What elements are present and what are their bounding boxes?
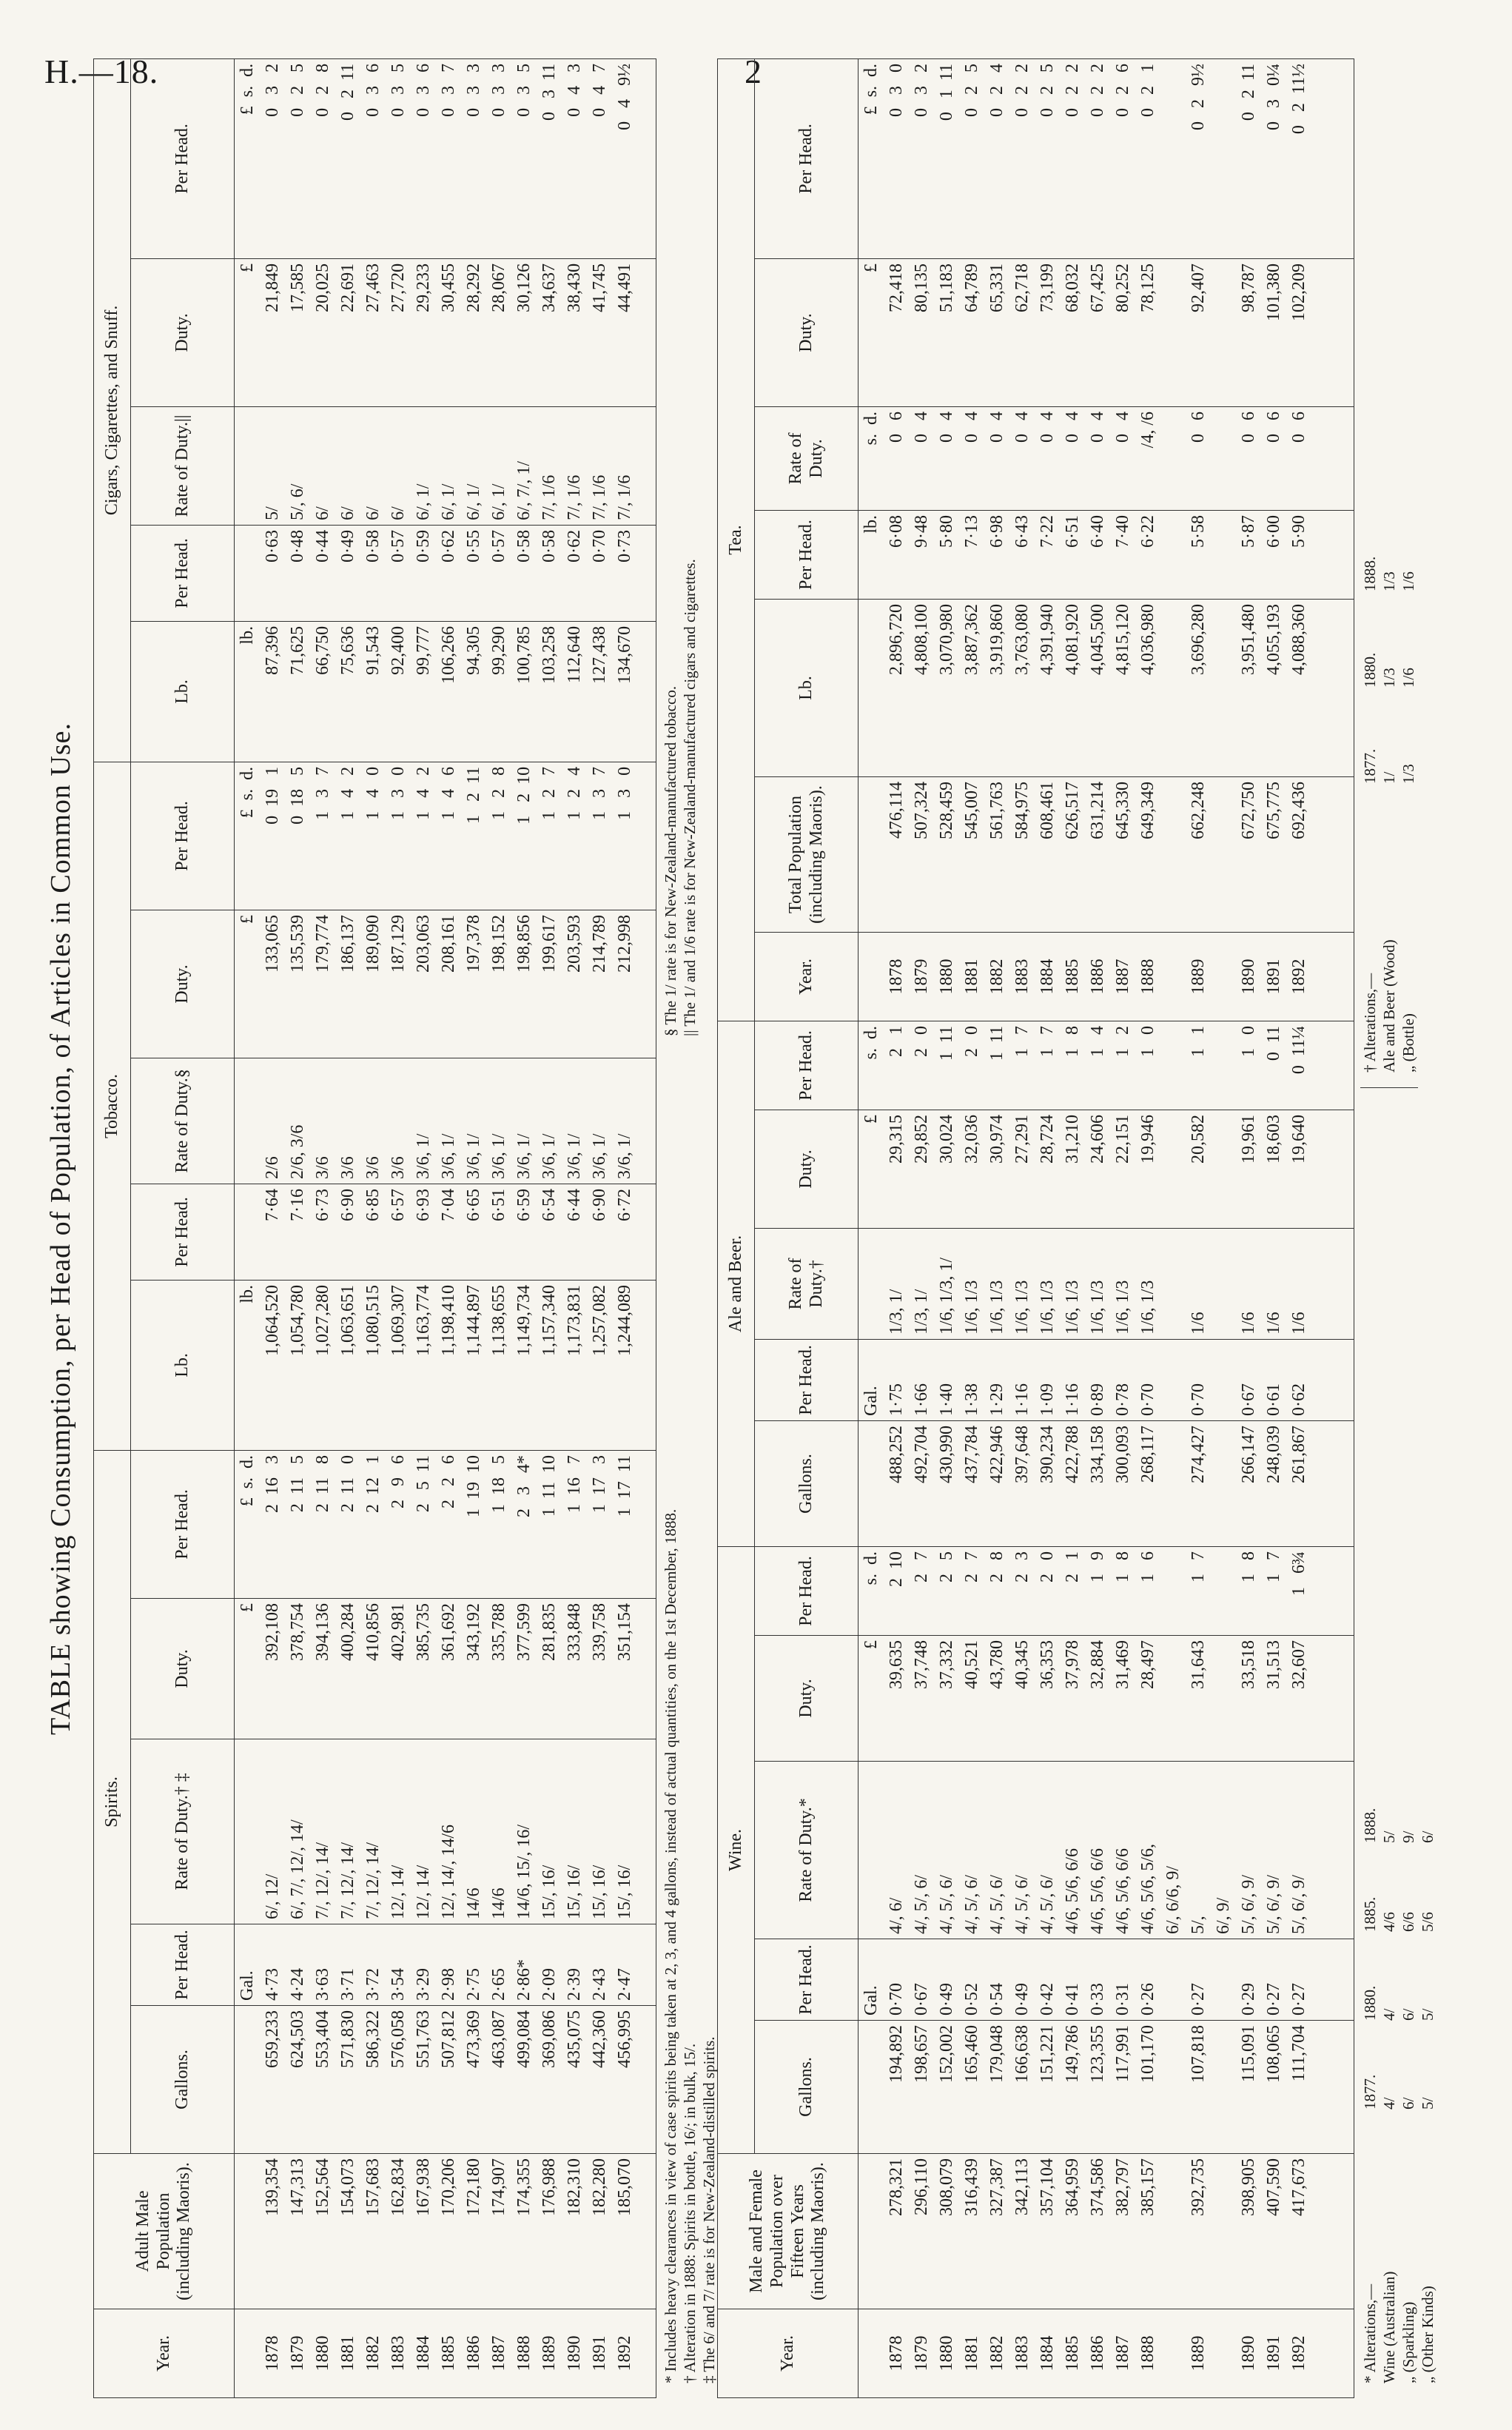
col-ale-per-head-money: Per Head.: [755, 1021, 859, 1110]
col-tobacco-duty: Duty.: [131, 910, 235, 1058]
group-tea: Tea.: [718, 58, 755, 1021]
col-tobacco-per-head: Per Head.: [131, 1184, 235, 1280]
ale-year: 1877.: [1361, 748, 1379, 784]
footnotes-table2: [1360, 59, 1437, 2398]
cells-spirits-rate: 6/, 12/ 6/, 7/, 12/, 14/ 7/, 12/, 14/ 7/, 12/, 14/ 7/, 12/, 14/ 12/, 14/ 12/, 14/ 12/, 14/, 14/6 14/6 14/6 14/6, 15/, 16/ 15/, 16/ 15/, 16/ 15/, 16/ 15/, 16/: [235, 1739, 656, 1924]
cells-cigars-rate: 5/ 5/, 6/ 6/ 6/ 6/ 6/ 6/, 1/ 6/, 1/ 6/, 1/ 6/, 1/ 6/, 7/, 1/ 7/, 1/6 7/, 1/6 7/, 1/6 7/, 1/6: [235, 406, 656, 525]
col-cigars-rate: Rate of Duty.||: [131, 406, 235, 525]
ale-alt-value: 1/: [1380, 771, 1398, 784]
ale-alt-value: 1/3: [1400, 764, 1417, 784]
col-wine-rate: Rate of Duty.*: [755, 1762, 859, 1939]
wine-alt-value: 5/: [1380, 1830, 1398, 1843]
wine-alt-value: 4/: [1380, 2097, 1398, 2110]
ale-year: 1888.: [1361, 556, 1379, 591]
col-spirits-gallons: Gallons.: [131, 2006, 235, 2154]
wine-alt-value: 9/: [1400, 1830, 1417, 1843]
footnotes-table1: [661, 59, 718, 2398]
col-wine-per-head-money: Per Head.: [755, 1546, 859, 1635]
wine-alt-value: 4/6: [1380, 1912, 1398, 1932]
cells-tea-lb: 2,896,720 4,808,100 3,070,980 3,887,362 3,919,860 3,763,080 4,391,940 4,081,920 4,045,500 4,815,120 4,036,980 3,696,280 3,951,480 4,055,193 4,088,360: [859, 599, 1354, 776]
cells-tea-per-head-money: £ s. d. 0 3 0 0 3 2 0 1 11 0 2 5 0 2 4 0 2 2 0 2 5 0 2 2 0 2 2 0 2 6 0 2 1 0 2 9½ 0 2 11 0 3 0¼ 0 2 11½: [859, 58, 1354, 258]
col-ale-rate: Rate of Duty.†: [755, 1228, 859, 1339]
cells-tobacco-duty: £ 133,065 135,539 179,774 186,137 189,090 187,129 203,063 208,161 197,378 198,152 198,856 199,617 203,593 214,789 212,998: [235, 910, 656, 1058]
cells-wine-per-head: Gal. 0·70 0·67 0·49 0·52 0·54 0·49 0·42 0·41 0·33 0·31 0·26 0·27 0·29 0·27 0·27: [859, 1939, 1354, 2021]
cells-tea-rate: s. d. 0 6 0 4 0 4 0 4 0 4 0 4 0 4 0 4 0 4 0 4 /4, /6 0 6 0 6 0 6 0 6: [859, 406, 1354, 510]
col-tobacco-rate: Rate of Duty.§: [131, 1058, 235, 1184]
cells-tobacco-lb: lb. 1,064,520 1,054,780 1,027,280 1,063,651 1,080,515 1,069,307 1,163,774 1,198,410 1,144,897 1,138,655 1,149,734 1,157,340 1,173,831 1,257,082 1,244,089: [235, 1280, 656, 1450]
group-tobacco: Tobacco.: [94, 762, 131, 1450]
col-ale-per-head: Per Head.: [755, 1339, 859, 1420]
col-tobacco-lb: Lb.: [131, 1280, 235, 1450]
col-spirits-duty: Duty.: [131, 1599, 235, 1739]
ale-alt-label: „ (Bottle): [1400, 1013, 1417, 1073]
group-wine: Wine.: [718, 1546, 755, 2153]
cells-spirits-gallons: 659,233 624,503 553,404 571,830 586,322 576,058 551,763 507,812 473,369 463,087 499,084 369,086 435,075 442,360 456,995: [235, 2006, 656, 2154]
wine-alt-value: 6/: [1400, 2008, 1417, 2021]
footnote-dagger: † Alteration in 1888: Spirits in bottle, 16/; in bulk, 15/.: [681, 2043, 699, 2383]
col-cigars-per-head-money: Per Head.: [131, 58, 235, 258]
footnote-section: § The 1/ rate is for New-Zealand-manufactured tobacco.: [662, 685, 679, 1036]
group-cigars: Cigars, Cigarettes, and Snuff.: [94, 58, 131, 762]
wine-alt-value: 6/: [1419, 1830, 1437, 1843]
col2-population-over-fifteen: Male and Female Population over Fifteen Years (including Maoris).: [718, 2154, 859, 2309]
col-spirits-per-head-money: Per Head.: [131, 1450, 235, 1598]
col-adult-male-population: Adult Male Population (including Maoris).: [94, 2154, 235, 2309]
wine-alt-value: 5/: [1419, 2008, 1437, 2021]
cells-cigars-per-head-money: £ s. d. 0 3 2 0 2 5 0 2 8 0 2 11 0 3 6 0 3 5 0 3 6 0 3 7 0 3 3 0 3 3 0 3 5 0 3 11 0 4 3 0 4 7 0 4 9½: [235, 58, 656, 258]
col-tea-per-head: Per Head.: [755, 510, 859, 599]
col-tea-lb: Lb.: [755, 599, 859, 776]
col-spirits-rate: Rate of Duty.† ‡: [131, 1739, 235, 1924]
col-ale-duty: Duty.: [755, 1110, 859, 1228]
cells-wine-rate: 4/, 6/ 4/, 5/, 6/ 4/, 5/, 6/ 4/, 5/, 6/ 4/, 5/, 6/ 4/, 5/, 6/ 4/, 5/, 6/ 4/6, 5/6, 6/6 4/6, 5/6, 6/6 4/6, 5/6, 6/6 4/6, 5/6, 5/6, 6/, 6/6, 9/ 5/, 6/, 9/ 5/, 6/, 9/ 5/, 6/, 9/ 5/, 6/, 9/: [859, 1762, 1354, 1939]
col-tea-rate: Rate of Duty.: [755, 406, 859, 510]
wine-alt-value: 4/: [1380, 2008, 1398, 2021]
col-tobacco-per-head-money: Per Head.: [131, 762, 235, 910]
table-title: TABLE showing Consumption, per Head of Population, of Articles in Common Use.: [45, 722, 76, 1735]
cells-tobacco-per-head: 7·64 7·16 6·73 6·90 6·85 6·57 6·93 7·04 6·65 6·51 6·59 6·54 6·44 6·90 6·72: [235, 1184, 656, 1280]
col-cigars-duty: Duty.: [131, 258, 235, 406]
footnote-star: * Includes heavy clearances in view of case spirits being taken at 2, 3, and 4 gallons, instead of actual quantities, on the 1st December, 1888.: [662, 1508, 679, 2383]
col-wine-gallons: Gallons.: [755, 2021, 859, 2154]
cells-tea-year: 1878 1879 1880 1881 1882 1883 1884 1885 1886 1887 1888 1889 1890 1891 1892: [859, 932, 1354, 1021]
group-ale-beer: Ale and Beer.: [718, 1021, 755, 1546]
col-tea-total-population: Total Population (including Maoris).: [755, 776, 859, 932]
col-tea-duty: Duty.: [755, 258, 859, 406]
cells-spirits-per-head-money: £ s. d. 2 16 3 2 11 5 2 11 8 2 11 0 2 12 1 2 9 6 2 5 11 2 2 6 1 19 10 1 18 5 2 3 4* 1 11 10 1 16 7 1 17 3 1 17 11: [235, 1450, 656, 1598]
ale-alterations: [1360, 51, 1418, 1088]
cells-ale-gallons: 488,252 492,704 430,990 437,784 422,946 397,648 390,234 422,788 334,158 300,093 268,117 274,427 266,147 248,039 261,867: [859, 1420, 1354, 1546]
wine-alt-label: „ (Other Kinds): [1419, 2286, 1437, 2383]
col-cigars-per-head: Per Head.: [131, 525, 235, 621]
cells-adult-male-population: 139,354 147,313 152,564 154,073 157,683 162,834 167,938 170,206 172,180 174,907 174,355 176,988 182,310 182,280 185,070: [235, 2154, 656, 2309]
wine-alt-label: Wine (Australian): [1380, 2271, 1398, 2383]
ale-alterations-title: † Alterations,—: [1361, 973, 1379, 1073]
cells2-population: 278,321 296,110 308,079 316,439 327,387 342,113 357,104 364,959 374,586 382,797 385,157 392,735 398,905 407,590 417,673: [859, 2154, 1354, 2309]
col-tea-per-head-money: Per Head.: [755, 58, 859, 258]
cells-spirits-duty: £ 392,108 378,754 394,136 400,284 410,856 402,981 385,735 361,692 343,192 335,788 377,599 281,835 333,848 339,758 351,154: [235, 1599, 656, 1739]
cells-year: 1878 1879 1880 1881 1882 1883 1884 1885 1886 1887 1888 1889 1890 1891 1892: [235, 2309, 656, 2398]
cells-ale-rate: 1/3, 1/ 1/3, 1/ 1/6, 1/3, 1/ 1/6, 1/3 1/6, 1/3 1/6, 1/3 1/6, 1/3 1/6, 1/3 1/6, 1/3 1/6, 1/3 1/6, 1/3 1/6 1/6 1/6 1/6: [859, 1228, 1354, 1339]
cells-cigars-duty: £ 21,849 17,585 20,025 22,691 27,463 27,720 29,233 30,455 28,292 28,067 30,126 34,637 38,430 41,745 44,491: [235, 258, 656, 406]
cells-tobacco-rate: 2/6 2/6, 3/6 3/6 3/6 3/6 3/6 3/6, 1/ 3/6, 1/ 3/6, 1/ 3/6, 1/ 3/6, 1/ 3/6, 1/ 3/6, 1/ 3/6, 1/ 3/6, 1/: [235, 1058, 656, 1184]
wine-year: 1877.: [1361, 2074, 1379, 2110]
ale-alt-value: 1/3: [1380, 668, 1398, 688]
cells-tea-total-population: 476,114 507,324 528,459 545,007 561,763 584,975 608,461 626,517 631,214 645,330 649,349 662,248 672,750 675,775 692,436: [859, 776, 1354, 932]
cells-ale-per-head: Gal. 1·75 1·66 1·40 1·38 1·29 1·16 1·09 1·16 0·89 0·78 0·70 0·70 0·67 0·61 0·62: [859, 1339, 1354, 1420]
cells-tea-per-head: lb. 6·08 9·48 5·80 7·13 6·98 6·43 7·22 6·51 6·40 7·40 6·22 5·58 5·87 6·00 5·90: [859, 510, 1354, 599]
wine-alt-value: 5/6: [1419, 1912, 1437, 1932]
wine-alt-value: 6/6: [1400, 1912, 1417, 1932]
cells-wine-duty: £ 39,635 37,748 37,332 40,521 43,780 40,345 36,353 37,978 32,884 31,469 28,497 31,643 33,518 31,513 32,607: [859, 1636, 1354, 1762]
cells-tobacco-per-head-money: £ s. d. 0 19 1 0 18 5 1 3 7 1 4 2 1 4 0 1 3 0 1 4 2 1 4 6 1 2 11 1 2 8 1 2 10 1 2 7 1 2 4 1 3 7 1 3 0: [235, 762, 656, 910]
col-year: Year.: [94, 2309, 235, 2398]
cells-tea-duty: £ 72,418 80,135 51,183 64,789 65,331 62,718 73,199 68,032 67,425 80,252 78,125 92,407 98,787 101,380 102,209: [859, 258, 1354, 406]
group-spirits: Spirits.: [94, 1450, 131, 2153]
cells2-year: 1878 1879 1880 1881 1882 1883 1884 1885 1886 1887 1888 1889 1890 1891 1892: [859, 2309, 1354, 2398]
wine-alt-value: 5/: [1419, 2097, 1437, 2110]
col-spirits-per-head: Per Head.: [131, 1924, 235, 2006]
cells-cigars-lb: lb. 87,396 71,625 66,750 75,636 91,543 92,400 99,777 106,266 94,305 99,290 100,785 103,258 112,640 127,438 134,670: [235, 621, 656, 762]
col-cigars-lb: Lb.: [131, 621, 235, 762]
ale-alt-label: Ale and Beer (Wood): [1380, 939, 1398, 1073]
ale-alt-value: 1/6: [1400, 571, 1417, 591]
ale-alt-value: 1/6: [1400, 668, 1417, 688]
cells-ale-per-head-money: s. d. 2 1 2 0 1 11 2 0 1 11 1 7 1 7 1 8 1 4 1 2 1 0 1 1 1 0 0 11 0 11¼: [859, 1021, 1354, 1110]
cells-spirits-per-head: Gal. 4·73 4·24 3·63 3·71 3·72 3·54 3·29 2·98 2·75 2·65 2·86* 2·09 2·39 2·43 2·47: [235, 1924, 656, 2006]
cells-ale-duty: £ 29,315 29,852 30,024 32,036 30,974 27,291 28,724 31,210 24,606 22,151 19,946 20,582 19,961 18,603 19,640: [859, 1110, 1354, 1228]
col-wine-duty: Duty.: [755, 1636, 859, 1762]
col-ale-gallons: Gallons.: [755, 1420, 859, 1546]
footnote-ddagger: ‡ The 6/ and 7/ rate is for New-Zealand-distilled spirits.: [700, 2036, 718, 2383]
wine-alt-label: „ (Sparkling): [1400, 2301, 1417, 2383]
page-reference: H.—18.: [44, 53, 159, 90]
ale-alt-value: 1/3: [1380, 571, 1398, 591]
ale-year: 1880.: [1361, 652, 1379, 688]
wine-alterations: [1360, 1110, 1437, 2383]
rotated-page-content: [44, 59, 1436, 2398]
page-number: 2: [745, 53, 762, 90]
consumption-table-wine-ale-tea: [717, 58, 1354, 2398]
cells-cigars-per-head: 0·63 0·48 0·44 0·49 0·58 0·57 0·59 0·62 0·55 0·57 0·58 0·58 0·62 0·70 0·73: [235, 525, 656, 621]
col2-year: Year.: [718, 2309, 859, 2398]
cells-wine-gallons: 194,892 198,657 152,002 165,460 179,048 166,638 151,221 149,786 123,355 117,991 101,170 107,818 115,091 108,065 111,704: [859, 2021, 1354, 2154]
col-tea-year: Year.: [755, 932, 859, 1021]
col-wine-per-head: Per Head.: [755, 1939, 859, 2021]
wine-year: 1880.: [1361, 1985, 1379, 2021]
wine-alt-value: 6/: [1400, 2097, 1417, 2110]
consumption-table-spirits-tobacco-cigars: [93, 58, 656, 2398]
wine-year: 1888.: [1361, 1808, 1379, 1843]
cells-wine-per-head-money: s. d. 2 10 2 7 2 5 2 7 2 8 2 3 2 0 2 1 1 9 1 8 1 6 1 7 1 8 1 7 1 6¾: [859, 1546, 1354, 1635]
wine-alterations-title: * Alterations,—: [1361, 2283, 1379, 2383]
wine-year: 1885.: [1361, 1896, 1379, 1932]
footnote-parallel: || The 1/ and 1/6 rate is for New-Zealand-manufactured cigars and cigarettes.: [681, 559, 699, 1036]
